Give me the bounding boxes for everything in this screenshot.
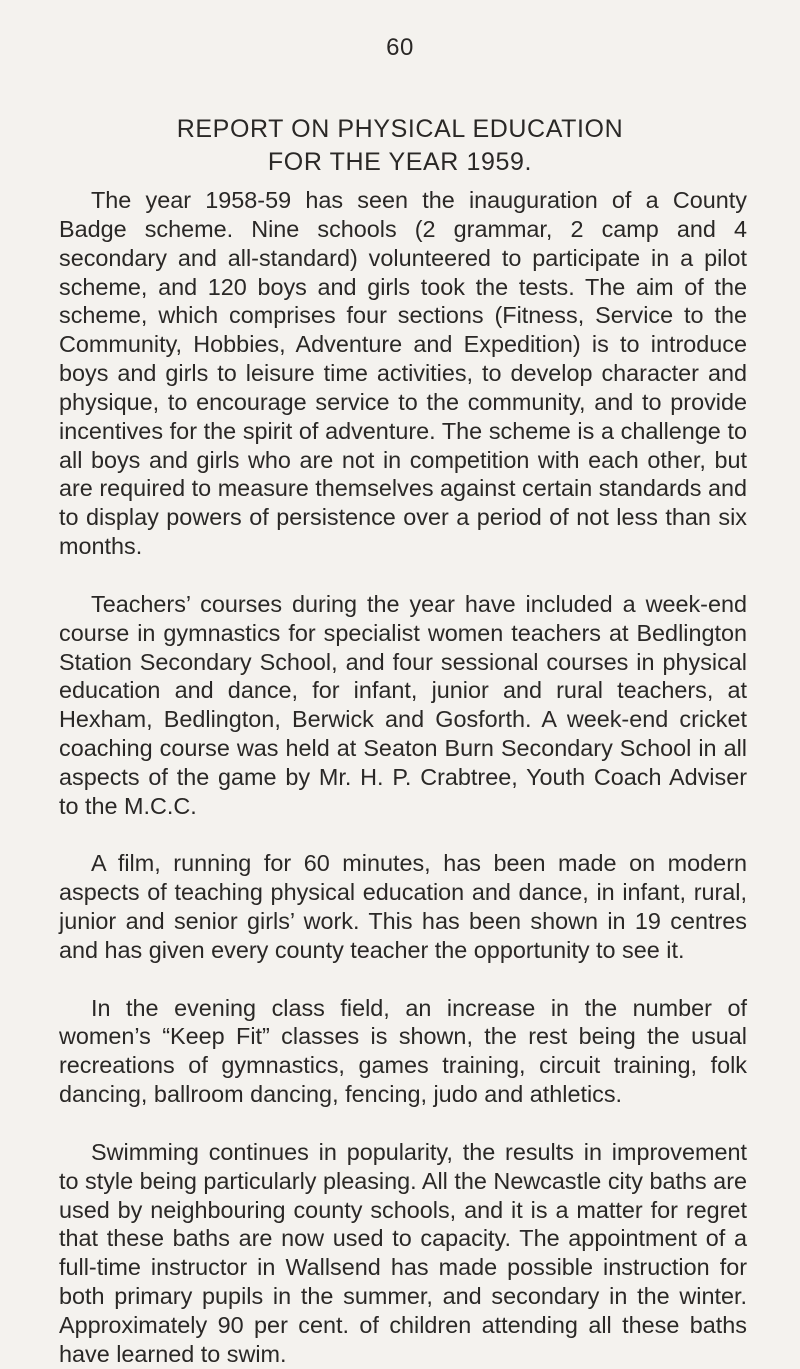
report-title-line-1: REPORT ON PHYSICAL EDUCATION — [176, 115, 624, 143]
paragraph-evening-classes: In the evening class field, an increase in the number of women’s “Keep Fit” classes is shown, the rest being the usual recreations of gymnastics, games training, circuit training, folk dancing, ballroom dancing, fencing, judo and athletics. — [59, 994, 747, 1108]
report-title-line-2: FOR THE YEAR 1959. — [267, 148, 533, 176]
page-number: 60 — [386, 34, 414, 61]
paragraph-film: A film, running for 60 minutes, has been made on modern aspects of teaching physical education and dance, in infant, rural, junior and senior girls’ work. This has been shown in 19 centres and has given every county teacher the opportunity to see it. — [59, 850, 747, 963]
report-body — [59, 186, 747, 1369]
paragraph-swimming: Swimming continues in popularity, the results in improvement to style being particularly pleasing. All the Newcastle city baths are used by neighbouring county schools, and it is a matter for regret that these baths are now used to capacity. The appointment of a full-time instructor in Wallsend has made possible instruction for both primary pupils in the summer, and secondary in the winter. Approximately 90 per cent. of children attending all these baths have learned to swim. — [59, 1138, 747, 1367]
paragraph-county-badge-scheme: The year 1958-59 has seen the inauguration of a County Badge scheme. Nine schools (2 grammar, 2 camp and 4 secondary and all-standard) volunteered to participate in a pilot scheme, and 120 boys and girls took the tests. The aim of the scheme, which comprises four sections (Fitness, Service to the Community, Hobbies, Adventure and Expedition) is to introduce boys and girls to leisure time activities, to develop character and physique, to encourage service to the community, and to provide incentives for the spirit of adventure. The scheme is a challenge to all boys and girls who are not in competition with each other, but are required to measure themselves against certain standards and to display powers of persistence over a period of not less than six months. — [59, 187, 747, 560]
paragraph-teachers-courses: Teachers’ courses during the year have included a week-end course in gymnastics for specialist women teachers at Bedlington Station Secondary School, and four sessional courses in physical education and dance, for infant, junior and rural teachers, at Hexham, Bedlington, Berwick and Gosforth. A week-end cricket coaching course was held at Seaton Burn Secondary School in all aspects of the game by Mr. H. P. Crabtree, Youth Coach Adviser to the M.C.C. — [59, 590, 747, 819]
